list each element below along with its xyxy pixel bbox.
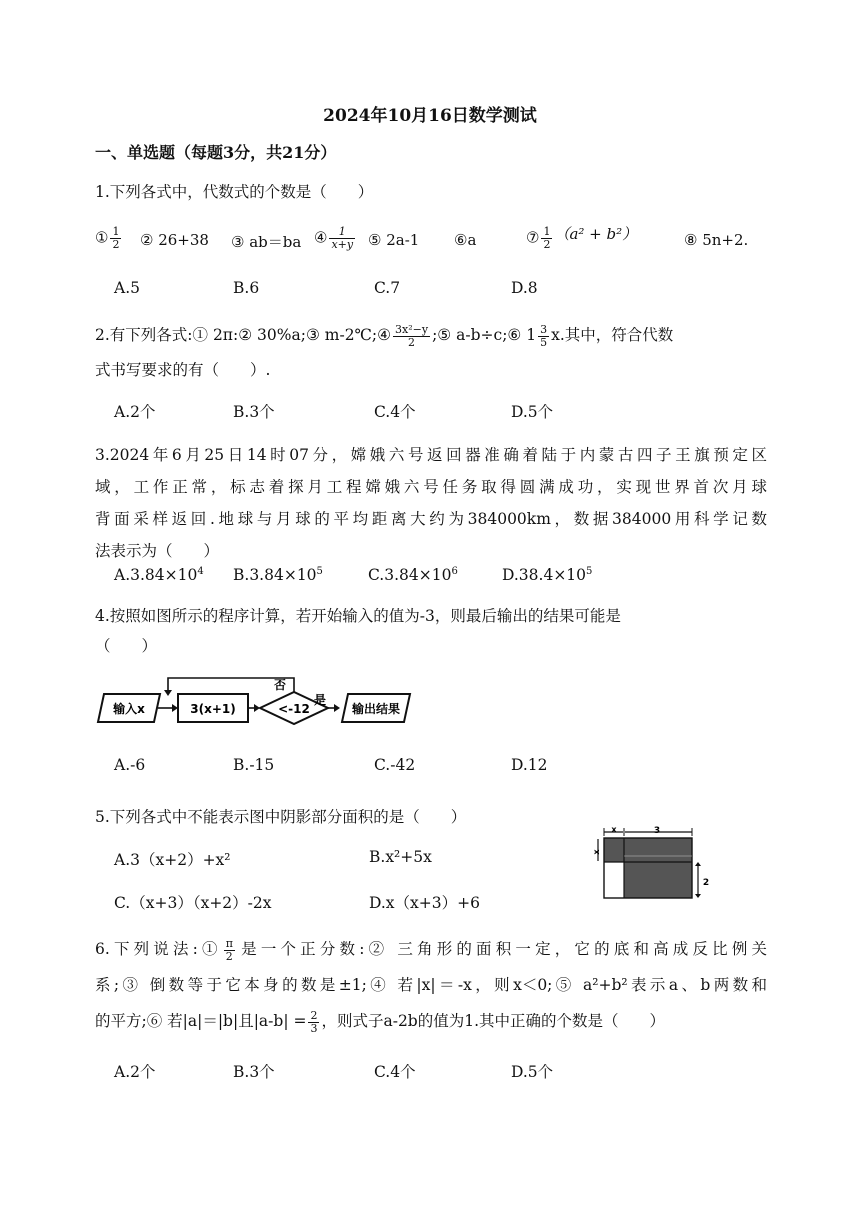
q3-option-c[interactable]: $C.3.84\times 10^6$ (368, 566, 458, 585)
q1-option-b[interactable]: B.6 (233, 279, 260, 297)
question-4-line-1: 4.按照如图所示的程序计算，若开始输入的值为-3，则最后输出的结果可能是 (95, 607, 621, 625)
q3-option-a[interactable]: $A.3.84\times 10^4$ (114, 566, 204, 585)
fraction-one-half: $\frac{1}{2}$ (112, 225, 120, 251)
figure-left-x: x (592, 849, 601, 855)
q1-option-d[interactable]: D.8 (511, 279, 538, 297)
q3-option-d[interactable]: $D.38.4\times 10^5$ (502, 566, 593, 585)
fraction-2-over-3: $\frac{2}{3}$ (310, 1008, 318, 1035)
figure-right-2: 2 (702, 878, 710, 888)
question-1-stem: 1.下列各式中，代数式的个数是（ ） (95, 183, 374, 201)
flow-process-text: 3(x+1) (190, 702, 236, 716)
item-4: ④ $\frac{1}{x+y}$ (314, 225, 354, 251)
shaded-bottom-right (624, 862, 692, 898)
fraction-one-half-b: $\frac{1}{2}$ (543, 225, 551, 251)
q1-option-a[interactable]: A.5 (114, 279, 140, 297)
q2-option-c[interactable]: C.4个 (374, 403, 416, 421)
question-3-line-4: 法表示为（ ） (95, 542, 220, 560)
q5-option-a[interactable]: A.3（x+2）+x² (114, 851, 231, 869)
question-6-line-3: 的平方;⑥ 若|a|＝|b|且|a-b| = $\frac{2}{3}$ ，则式子a-2b的值为1.其中正确的个数是（ ） (95, 1008, 666, 1035)
q4-option-c[interactable]: C.-42 (374, 756, 416, 774)
item-1-mark: ① (95, 228, 109, 247)
q6-option-c[interactable]: C.4个 (374, 1063, 416, 1081)
q4-option-a[interactable]: A.-6 (114, 756, 146, 774)
flow-yes-label: 是 (314, 693, 327, 707)
flow-no-label: 否 (274, 678, 287, 692)
area-figure (588, 826, 718, 902)
question-3-line-1: 3.2024年6月25日14时07分，嫦娥六号返回器准确着陆于内蒙古四子王旗预定区 (95, 446, 767, 464)
q3-option-b[interactable]: $B.3.84\times 10^5$ (233, 566, 323, 585)
q4-option-b[interactable]: B.-15 (233, 756, 275, 774)
q5-option-c[interactable]: C.（x+3）（x+2）-2x (114, 894, 272, 912)
fraction-pi-over-2: $\frac{\pi}{2}$ (225, 936, 233, 963)
question-6-line-1: 6.下列说法:① $\frac{\pi}{2}$ 是一个正分数:② 三角形的面积一定，它的底和高成反比例关 (95, 936, 767, 963)
question-4-line-2: （ ） (95, 637, 158, 655)
q2-option-b[interactable]: B.3个 (233, 403, 275, 421)
question-3-line-2: 域，工作正常，标志着探月工程嫦娥六号任务取得圆满成功，实现世界首次月球 (95, 478, 767, 496)
item-5: ⑤ 2a-1 (368, 231, 420, 249)
flow-decision-text: <-12 (278, 702, 310, 716)
item-6: ⑥a (454, 231, 477, 249)
flowchart (96, 668, 416, 732)
item-7: ⑦ $\frac{1}{2}$ （a² + b²） (526, 224, 638, 251)
question-2-line-2: 式书写要求的有（ ）. (95, 361, 271, 379)
section-heading: 一、单选题（每题3分，共21分） (95, 143, 337, 162)
fraction-1-over-x-plus-y: $\frac{1}{x+y}$ (331, 225, 354, 251)
question-5-stem: 5.下列各式中不能表示图中阴影部分面积的是（ ） (95, 808, 467, 826)
question-6-line-2: 系;③ 倒数等于它本身的数是±1;④ 若|x|＝-x，则x＜0;⑤ a²+b²表示a、b两数和 (95, 976, 767, 994)
item-8: ⑧ 5n+2. (684, 231, 749, 249)
q5-option-d[interactable]: D.x（x+3）+6 (369, 894, 480, 912)
flow-output-text: 输出结果 (351, 702, 401, 716)
page-title: 2024年10月16日数学测试 (323, 106, 537, 126)
q6-option-b[interactable]: B.3个 (233, 1063, 275, 1081)
fraction-3x2-y-over-2: $\frac{\text{3x²−y}}{2}$ (395, 322, 429, 349)
q1-option-c[interactable]: C.7 (374, 279, 401, 297)
q2-option-a[interactable]: A.2个 (114, 403, 156, 421)
question-1-items (95, 226, 123, 251)
shaded-top (604, 838, 692, 862)
figure-top-x: x (611, 826, 617, 834)
q6-option-d[interactable]: D.5个 (511, 1063, 554, 1081)
item-2: ② 26+38 (140, 231, 209, 249)
q6-option-a[interactable]: A.2个 (114, 1063, 156, 1081)
mixed-fraction-3-5: $\frac{3}{5}$ (540, 322, 548, 349)
flow-input-text: 输入x (113, 702, 145, 716)
question-3-line-3: 背面采样返回.地球与月球的平均距离大约为384000km，数据384000用科学记数 (95, 510, 767, 528)
q4-option-d[interactable]: D.12 (511, 756, 548, 774)
figure-top-3: 3 (653, 826, 661, 836)
q2-option-d[interactable]: D.5个 (511, 403, 554, 421)
q5-option-b[interactable]: B.x²+5x (369, 848, 432, 866)
item-3: ③ ab＝ba (231, 233, 302, 251)
question-2-line-1: 2.有下列各式:① 2π:② 30%a;③ m-2℃;④ $\frac{\text{3x²−y}}{2}$ ;⑤ a-b÷c;⑥ 1 $\frac{3}{5}$ x.其中，符合代数 (95, 322, 674, 349)
